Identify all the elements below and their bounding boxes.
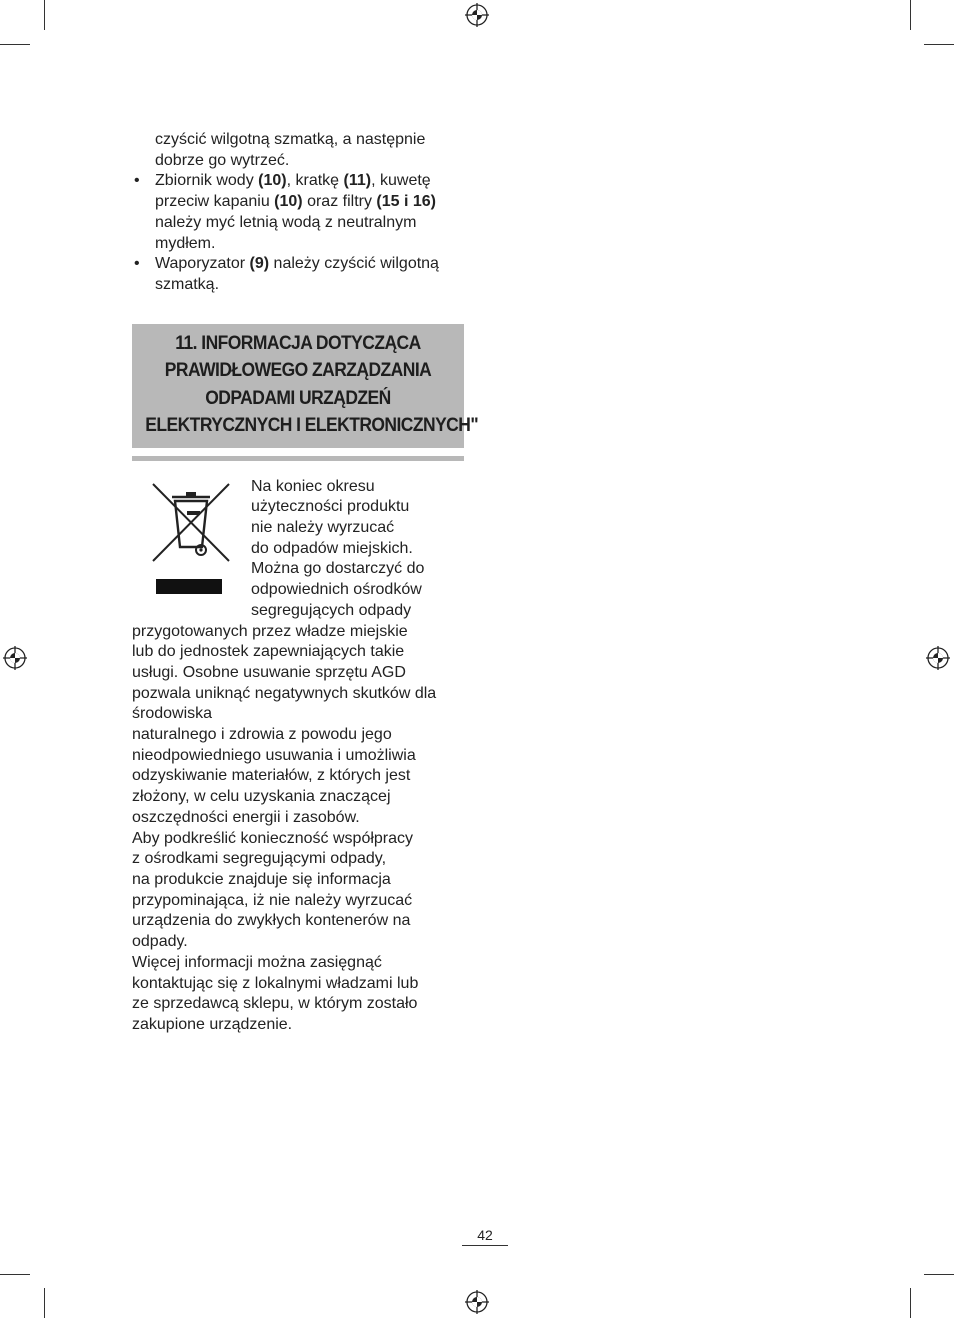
part-reference: (9) [249,255,270,273]
continuation-paragraph: czyścić wilgotną szmatką, a następnie dobrze go wytrzeć. [155,131,426,169]
crossed-out-wheelie-bin-icon [152,481,230,595]
part-reference: (11) [343,172,372,190]
heading-line: ODPADAMI URZĄDZEŃ [205,387,391,409]
bullet-dot: • [134,172,140,190]
part-reference: (10) [258,172,287,190]
bullet-list [132,171,464,295]
crop-mark [924,44,954,45]
crop-mark [44,1288,45,1318]
crop-mark [910,0,911,30]
heading-line: 11. INFORMACJA DOTYCZĄCA [175,332,421,354]
registration-mark-icon [2,645,28,671]
bullet-text [155,255,439,293]
registration-mark-icon [464,1289,490,1315]
weee-intro-text: Na koniec okresu użyteczności produktu nie należy wyrzucać do odpadów miejskich. Można go dostarczyć do odpowiednich ośrodków segregujących odpady [251,477,425,619]
text-column [132,130,479,1036]
bullet-text [155,172,436,251]
crop-mark [0,1274,30,1275]
crop-mark [910,1288,911,1318]
bullet-text-segment: Zbiornik wody [155,172,259,190]
section-heading [132,324,479,448]
bullet-text-segment: , kuwetę przeciw kapaniu [155,172,431,211]
bullet-item [132,171,464,254]
bullet-text-segment: Waporyzator [155,255,250,273]
bullet-dot: • [134,255,140,273]
crop-mark [44,0,45,30]
part-reference: (15 i 16) [376,193,437,211]
bullet-text-segment: oraz filtry [302,193,377,211]
heading-divider [132,456,464,461]
bullet-item [132,254,464,295]
crop-mark [0,44,30,45]
bullet-text-segment: , kratkę [286,172,344,190]
bullet-text-segment: należy myć letnią wodą z neutralnym mydłem. [155,213,417,252]
registration-mark-icon [925,645,951,671]
section-body-text: przygotowanych przez władze miejskie lub do jednostek zapewniających takie usługi. Osobne usuwanie sprzętu AGD pozwala uniknąć negatywnych skutków dla środowiska naturalnego i zdrowia z powodu jego nieodpowiedniego usuwania i umożliwia odzyskiwanie materiałów, z których jest złożony, w celu uzyskania znaczącej oszczędności energii i zasobów. Aby podkreślić konieczność współpracy z ośrodkami segregującymi odpady, na produkcie znajduje się informacja przypominająca, iż nie należy wyrzucać urządzenia do zwykłych kontenerów na odpady. Więcej informacji można zasięgnąć kontaktując się z lokalnymi władzami lub ze sprzedawcą sklepu, w którym zostało zakupione urządzenie. [132,622,437,1033]
bullet-text-segment: należy czyścić wilgotną szmatką. [155,255,439,293]
heading-line: PRAWIDŁOWEGO ZARZĄDZANIA [164,360,432,382]
crop-mark [924,1274,954,1275]
page-number: 42 [462,1226,508,1246]
part-reference: (10) [274,193,303,211]
weee-block [132,477,464,622]
registration-mark-icon [464,2,490,28]
heading-line: ELEKTRYCZNYCH I ELEKTRONICZNYCH" [145,415,479,437]
